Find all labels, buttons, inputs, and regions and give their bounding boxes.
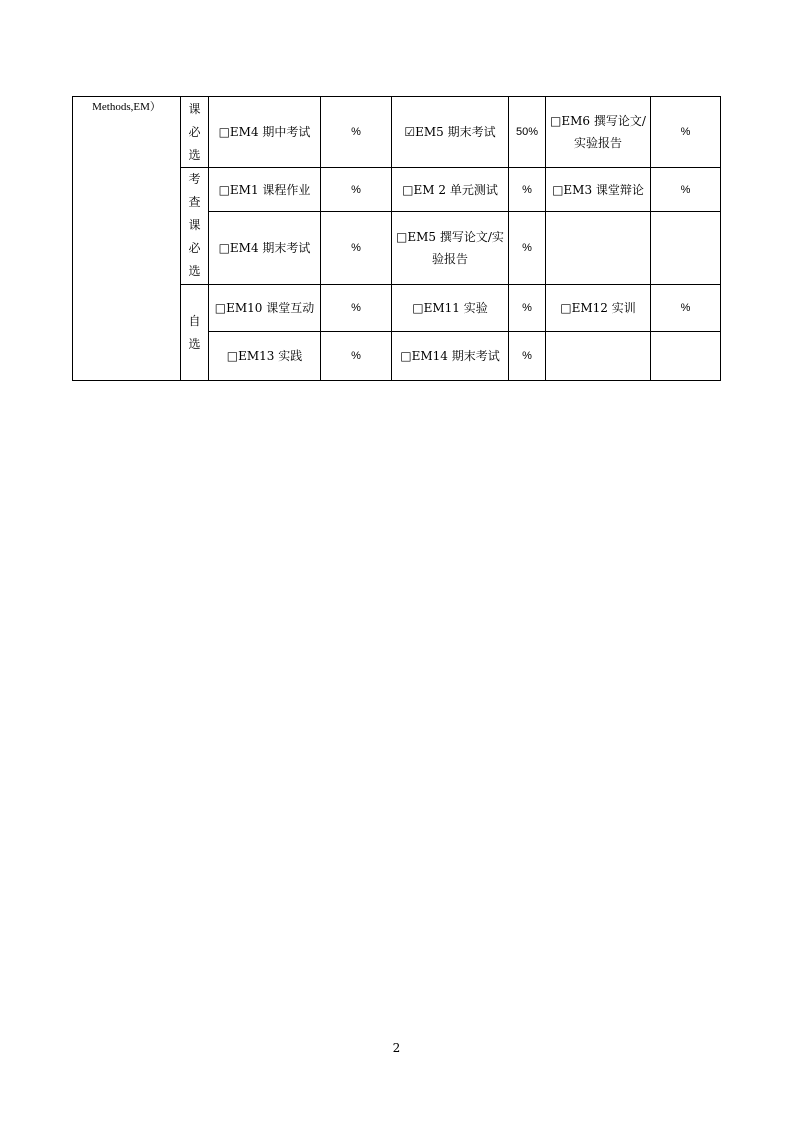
method-cell: □EM14 期末考试 [392, 332, 509, 381]
weight-cell: % [651, 168, 721, 212]
method-cell: □EM3 课堂辩论 [546, 168, 651, 212]
assessment-methods-table [72, 96, 721, 381]
method-cell: □EM13 实践 [209, 332, 321, 381]
weight-cell: % [509, 285, 546, 332]
page-number: 2 [392, 1041, 401, 1055]
group-exam-required: 考 查 课 必 选 [181, 168, 209, 285]
weight-cell: % [509, 212, 546, 285]
weight-cell: % [321, 285, 392, 332]
weight-cell: % [321, 212, 392, 285]
table-row [73, 97, 721, 168]
weight-cell: % [509, 332, 546, 381]
method-cell: □EM4 期中考试 [209, 97, 321, 168]
weight-cell: % [321, 168, 392, 212]
weight-cell: % [321, 97, 392, 168]
weight-cell: % [321, 332, 392, 381]
method-cell: ☑EM5 期末考试 [392, 97, 509, 168]
weight-cell: % [509, 168, 546, 212]
weight-cell [651, 212, 721, 285]
method-cell [546, 332, 651, 381]
method-cell: □EM6 撰写论文/实验报告 [546, 97, 651, 168]
method-cell: □EM1 课程作业 [209, 168, 321, 212]
weight-cell: 50% [509, 97, 546, 168]
method-cell: □EM4 期末考试 [209, 212, 321, 285]
method-cell: □EM10 课堂互动 [209, 285, 321, 332]
method-cell: □EM11 实验 [392, 285, 509, 332]
assessment-methods-label: Methods,EM） [73, 97, 181, 381]
weight-cell: % [651, 97, 721, 168]
method-cell: □EM 2 单元测试 [392, 168, 509, 212]
method-cell: □EM12 实训 [546, 285, 651, 332]
group-required-course: 课 必 选 [181, 97, 209, 168]
method-cell: □EM5 撰写论文/实验报告 [392, 212, 509, 285]
group-optional: 自 选 [181, 285, 209, 381]
weight-cell [651, 332, 721, 381]
method-cell [546, 212, 651, 285]
weight-cell: % [651, 285, 721, 332]
